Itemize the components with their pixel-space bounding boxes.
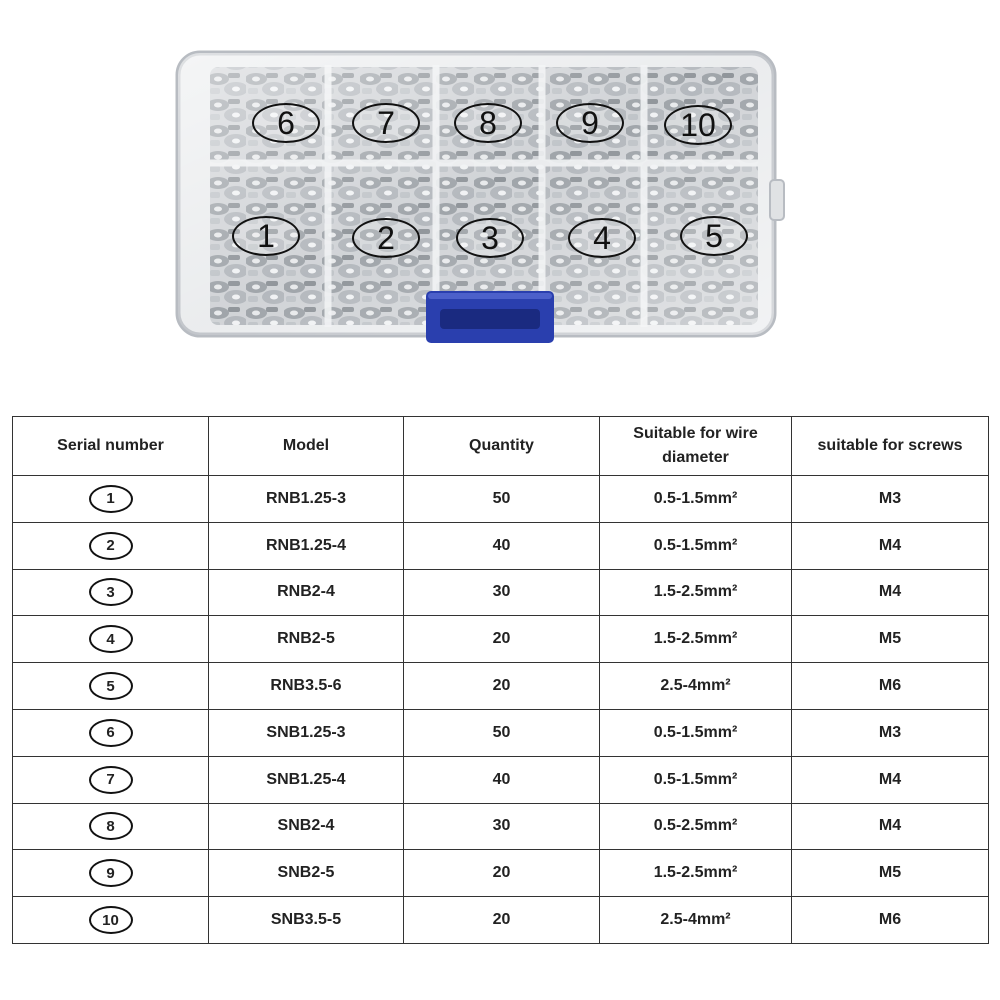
cell-wire: 0.5-2.5mm² xyxy=(600,803,792,850)
cell-quantity: 40 xyxy=(404,522,600,569)
cell-screw: M4 xyxy=(792,803,989,850)
spec-table-body xyxy=(13,476,989,944)
header-wire-line1: Suitable for wire xyxy=(633,425,758,442)
table-row xyxy=(13,803,989,850)
cell-model: SNB2-4 xyxy=(209,803,404,850)
table-row xyxy=(13,663,989,710)
serial-badge: 3 xyxy=(89,578,133,606)
serial-badge: 1 xyxy=(89,485,133,513)
table-row xyxy=(13,616,989,663)
cell-serial xyxy=(13,709,209,756)
cell-serial xyxy=(13,850,209,897)
terminal-box-image xyxy=(170,45,810,355)
cell-serial xyxy=(13,569,209,616)
slot-label-1: 1 xyxy=(232,216,300,256)
cell-screw: M3 xyxy=(792,709,989,756)
cell-screw: M4 xyxy=(792,756,989,803)
cell-wire: 1.5-2.5mm² xyxy=(600,569,792,616)
cell-quantity: 40 xyxy=(404,756,600,803)
cell-screw: M6 xyxy=(792,663,989,710)
header-screws: suitable for screws xyxy=(792,417,989,476)
table-row xyxy=(13,850,989,897)
cell-wire: 0.5-1.5mm² xyxy=(600,522,792,569)
slot-label-3: 3 xyxy=(456,218,524,258)
cell-wire: 0.5-1.5mm² xyxy=(600,476,792,523)
table-row xyxy=(13,476,989,523)
cell-model: SNB1.25-3 xyxy=(209,709,404,756)
cell-quantity: 20 xyxy=(404,850,600,897)
slot-label-5: 5 xyxy=(680,216,748,256)
cell-model: SNB2-5 xyxy=(209,850,404,897)
cell-serial xyxy=(13,756,209,803)
cell-serial xyxy=(13,663,209,710)
serial-badge: 2 xyxy=(89,532,133,560)
cell-serial xyxy=(13,803,209,850)
cell-wire: 1.5-2.5mm² xyxy=(600,850,792,897)
cell-quantity: 20 xyxy=(404,663,600,710)
cell-model: RNB2-5 xyxy=(209,616,404,663)
cell-screw: M6 xyxy=(792,897,989,944)
slot-label-6: 6 xyxy=(252,103,320,143)
serial-badge: 5 xyxy=(89,672,133,700)
cell-quantity: 50 xyxy=(404,476,600,523)
header-quantity: Quantity xyxy=(404,417,600,476)
cell-model: RNB1.25-3 xyxy=(209,476,404,523)
table-row xyxy=(13,569,989,616)
cell-model: RNB3.5-6 xyxy=(209,663,404,710)
serial-badge: 8 xyxy=(89,812,133,840)
serial-badge: 10 xyxy=(89,906,133,934)
serial-badge: 9 xyxy=(89,859,133,887)
cell-screw: M4 xyxy=(792,569,989,616)
cell-quantity: 20 xyxy=(404,897,600,944)
header-serial-number: Serial number xyxy=(13,417,209,476)
slot-label-10: 10 xyxy=(664,105,732,145)
cell-model: SNB3.5-5 xyxy=(209,897,404,944)
cell-serial xyxy=(13,522,209,569)
cell-model: RNB1.25-4 xyxy=(209,522,404,569)
cell-quantity: 30 xyxy=(404,803,600,850)
cell-serial xyxy=(13,476,209,523)
cell-wire: 1.5-2.5mm² xyxy=(600,616,792,663)
slot-label-8: 8 xyxy=(454,103,522,143)
cell-screw: M4 xyxy=(792,522,989,569)
cell-wire: 2.5-4mm² xyxy=(600,663,792,710)
cell-quantity: 20 xyxy=(404,616,600,663)
cell-wire: 2.5-4mm² xyxy=(600,897,792,944)
serial-badge: 7 xyxy=(89,766,133,794)
cell-model: RNB2-4 xyxy=(209,569,404,616)
cell-serial xyxy=(13,897,209,944)
serial-badge: 6 xyxy=(89,719,133,747)
slot-label-7: 7 xyxy=(352,103,420,143)
cell-screw: M3 xyxy=(792,476,989,523)
cell-wire: 0.5-1.5mm² xyxy=(600,756,792,803)
spec-table-header xyxy=(13,417,989,476)
header-model: Model xyxy=(209,417,404,476)
cell-model: SNB1.25-4 xyxy=(209,756,404,803)
cell-serial xyxy=(13,616,209,663)
cell-quantity: 50 xyxy=(404,709,600,756)
cell-quantity: 30 xyxy=(404,569,600,616)
cell-screw: M5 xyxy=(792,616,989,663)
header-wire-diameter xyxy=(600,417,792,476)
terminal-box-drawing xyxy=(170,45,810,355)
table-row xyxy=(13,897,989,944)
cell-wire: 0.5-1.5mm² xyxy=(600,709,792,756)
slot-label-4: 4 xyxy=(568,218,636,258)
spec-table xyxy=(12,416,989,944)
slot-label-9: 9 xyxy=(556,103,624,143)
header-row xyxy=(13,417,989,476)
table-row xyxy=(13,756,989,803)
table-row xyxy=(13,709,989,756)
cell-screw: M5 xyxy=(792,850,989,897)
slot-label-2: 2 xyxy=(352,218,420,258)
serial-badge: 4 xyxy=(89,625,133,653)
table-row xyxy=(13,522,989,569)
header-wire-line2: diameter xyxy=(662,449,729,466)
